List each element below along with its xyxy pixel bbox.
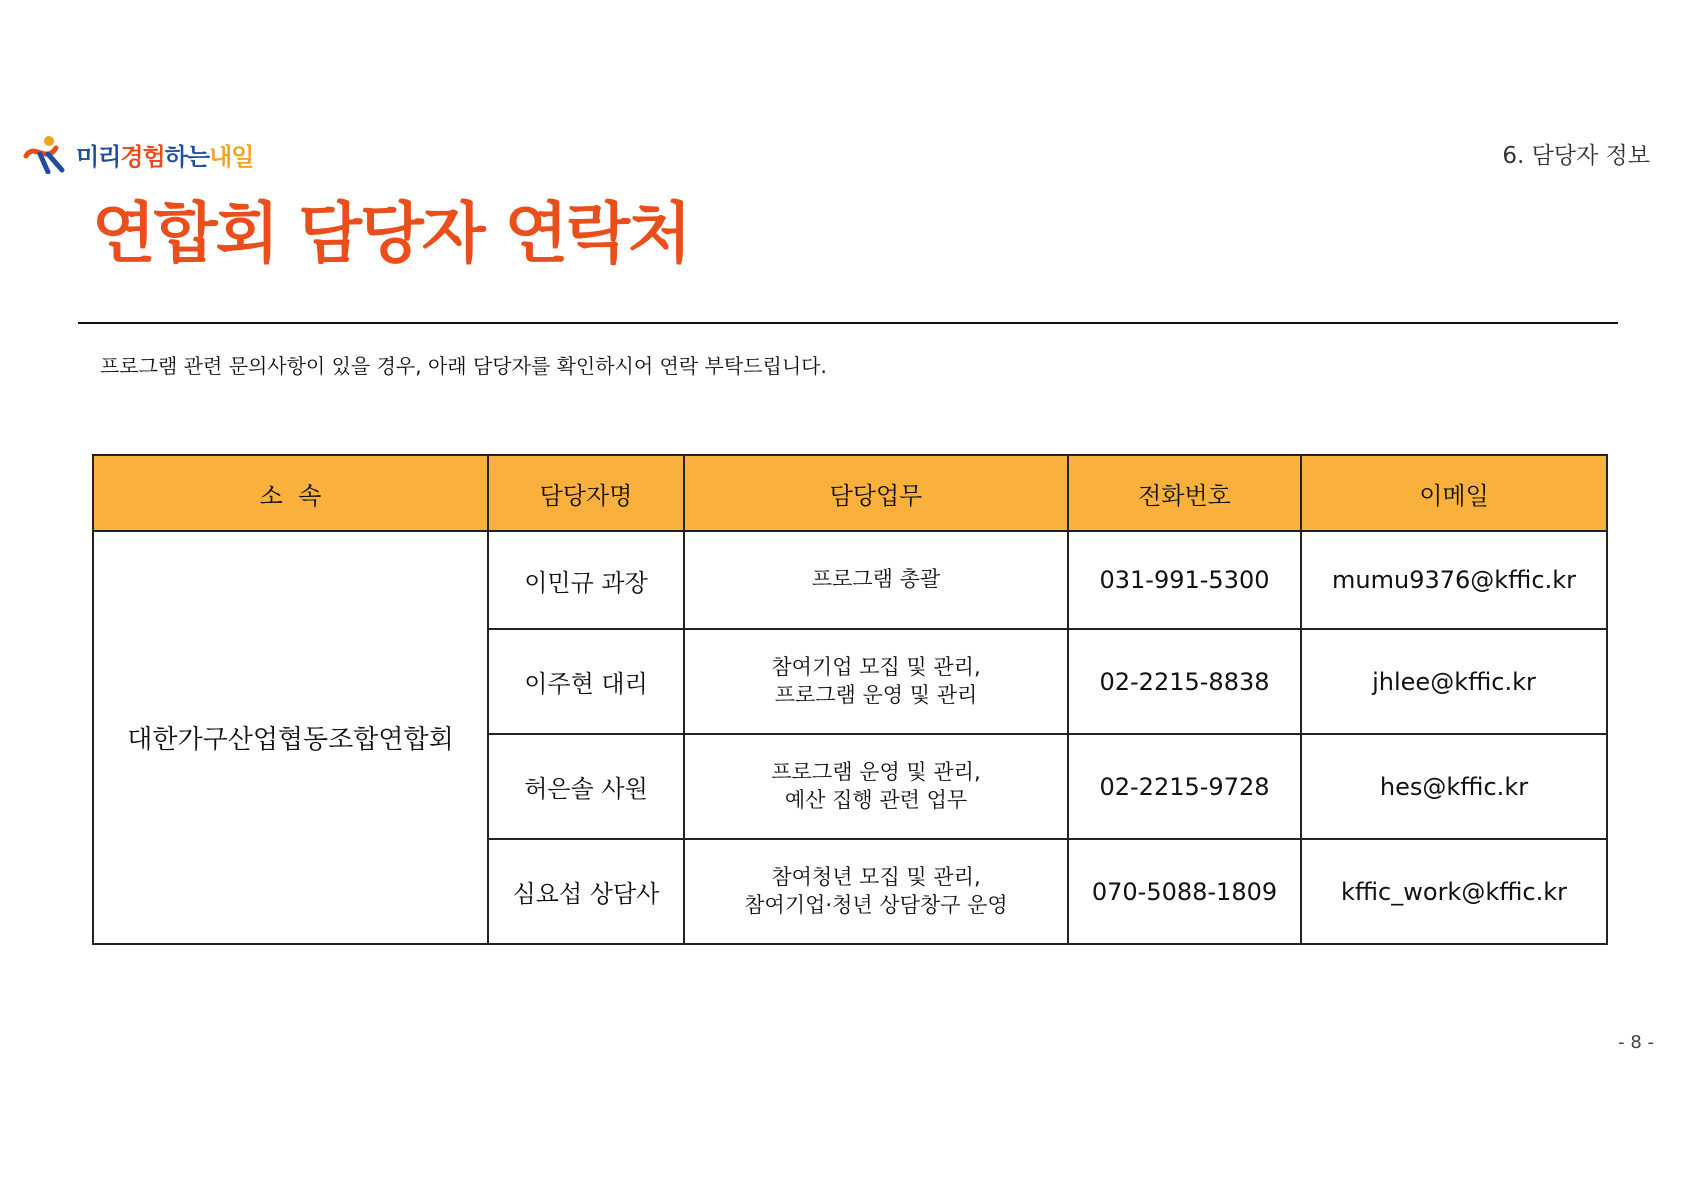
header-duty: 담당업무 [684, 455, 1068, 531]
header-phone: 전화번호 [1068, 455, 1301, 531]
duty-line: 참여청년 모집 및 관리, [771, 865, 981, 890]
contact-phone: 02-2215-9728 [1068, 734, 1301, 839]
header-email: 이메일 [1301, 455, 1607, 531]
contact-table [92, 454, 1608, 945]
contact-name: 이민규 과장 [488, 531, 684, 629]
organization-cell: 대한가구산업협동조합연합회 [93, 531, 488, 944]
contact-email: hes@kffic.kr [1301, 734, 1607, 839]
logo-text-part: 경험 [120, 142, 165, 171]
logo-text-part: 내일 [209, 142, 254, 171]
header-affiliation: 소 속 [93, 455, 488, 531]
page-number: - 8 - [1618, 1032, 1654, 1053]
duty-line: 프로그램 운영 및 관리 [774, 682, 978, 707]
page-title: 연합회 담당자 연락처 [92, 195, 690, 272]
duty-line: 프로그램 운영 및 관리, [771, 760, 981, 785]
title-divider [78, 322, 1618, 324]
contact-duty [684, 531, 1068, 629]
table-header-row [93, 455, 1607, 531]
contact-duty [684, 839, 1068, 944]
contact-phone: 070-5088-1809 [1068, 839, 1301, 944]
duty-line: 프로그램 총괄 [811, 567, 941, 592]
brand-logo [22, 132, 254, 176]
table-row [93, 531, 1607, 629]
contact-name: 이주현 대리 [488, 629, 684, 734]
logo-text [76, 137, 254, 172]
contact-email: mumu9376@kffic.kr [1301, 531, 1607, 629]
duty-line: 예산 집행 관련 업무 [784, 787, 968, 812]
contact-phone: 031-991-5300 [1068, 531, 1301, 629]
contact-duty [684, 629, 1068, 734]
header-name: 담당자명 [488, 455, 684, 531]
intro-text: 프로그램 관련 문의사항이 있을 경우, 아래 담당자를 확인하시어 연락 부탁드립니다. [100, 354, 827, 378]
logo-text-part: 미리 [76, 142, 121, 171]
contact-name: 심요섭 상담사 [488, 839, 684, 944]
contact-phone: 02-2215-8838 [1068, 629, 1301, 734]
contact-duty [684, 734, 1068, 839]
contact-email: jhlee@kffic.kr [1301, 629, 1607, 734]
section-label: 6. 담당자 정보 [1502, 143, 1650, 169]
logo-text-part: 하는 [164, 142, 210, 171]
duty-line: 참여기업 모집 및 관리, [771, 655, 981, 680]
duty-line: 참여기업·청년 상담창구 운영 [744, 892, 1008, 917]
runner-logo-icon [22, 134, 72, 174]
contact-email: kffic_work@kffic.kr [1301, 839, 1607, 944]
contact-name: 허은솔 사원 [488, 734, 684, 839]
